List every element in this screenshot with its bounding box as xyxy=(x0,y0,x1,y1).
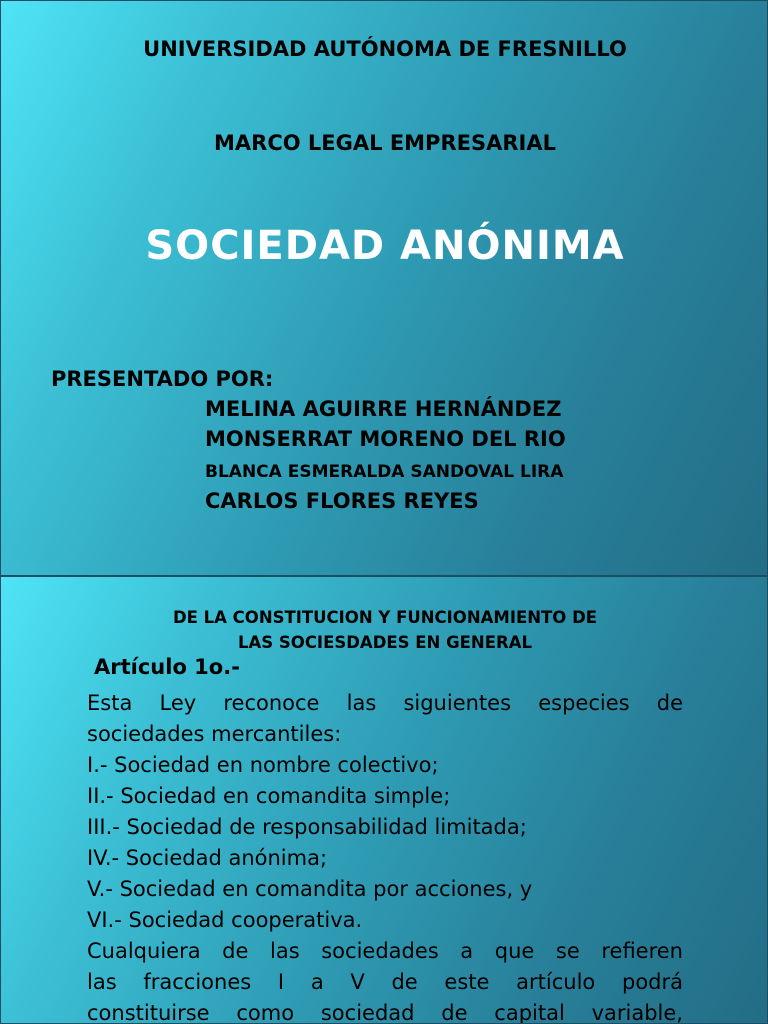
author-name: BLANCA ESMERALDA SANDOVAL LIRA xyxy=(205,462,564,482)
body-line: las fracciones I a V de este artículo podrá xyxy=(87,970,683,994)
list-item: III.- Sociedad de responsabilidad limitada; xyxy=(87,815,527,839)
section-heading-line: DE LA CONSTITUCION Y FUNCIONAMIENTO DE xyxy=(172,608,598,627)
course-name: MARCO LEGAL EMPRESARIAL xyxy=(214,131,556,155)
slide-title: SOCIEDAD ANÓNIMA xyxy=(145,223,625,269)
author-name: CARLOS FLORES REYES xyxy=(205,489,479,513)
section-heading-line: LAS SOCIESDADES EN GENERAL xyxy=(238,633,532,652)
article-slide xyxy=(0,576,768,1024)
presented-by-label: PRESENTADO POR: xyxy=(51,367,274,391)
list-item: V.- Sociedad en comandita por acciones, y xyxy=(87,877,533,901)
body-line: sociedades mercantiles: xyxy=(87,722,342,746)
author-name: MONSERRAT MORENO DEL RIO xyxy=(205,427,566,451)
body-line: constituirse como sociedad de capital variable, xyxy=(87,1001,683,1024)
body-line: Cualquiera de las sociedades a que se refieren xyxy=(87,939,683,963)
university-name: UNIVERSIDAD AUTÓNOMA DE FRESNILLO xyxy=(143,37,627,61)
list-item: I.- Sociedad en nombre colectivo; xyxy=(87,753,439,777)
section-heading xyxy=(1,605,768,655)
list-item: VI.- Sociedad cooperativa. xyxy=(87,908,363,932)
article-body xyxy=(87,688,683,1024)
author-name: MELINA AGUIRRE HERNÁNDEZ xyxy=(205,397,562,421)
list-item: IV.- Sociedad anónima; xyxy=(87,846,328,870)
list-item: II.- Sociedad en comandita simple; xyxy=(87,784,451,808)
body-line: Esta Ley reconoce las siguientes especies de xyxy=(87,691,683,715)
article-number: Artículo 1o.- xyxy=(94,655,240,679)
